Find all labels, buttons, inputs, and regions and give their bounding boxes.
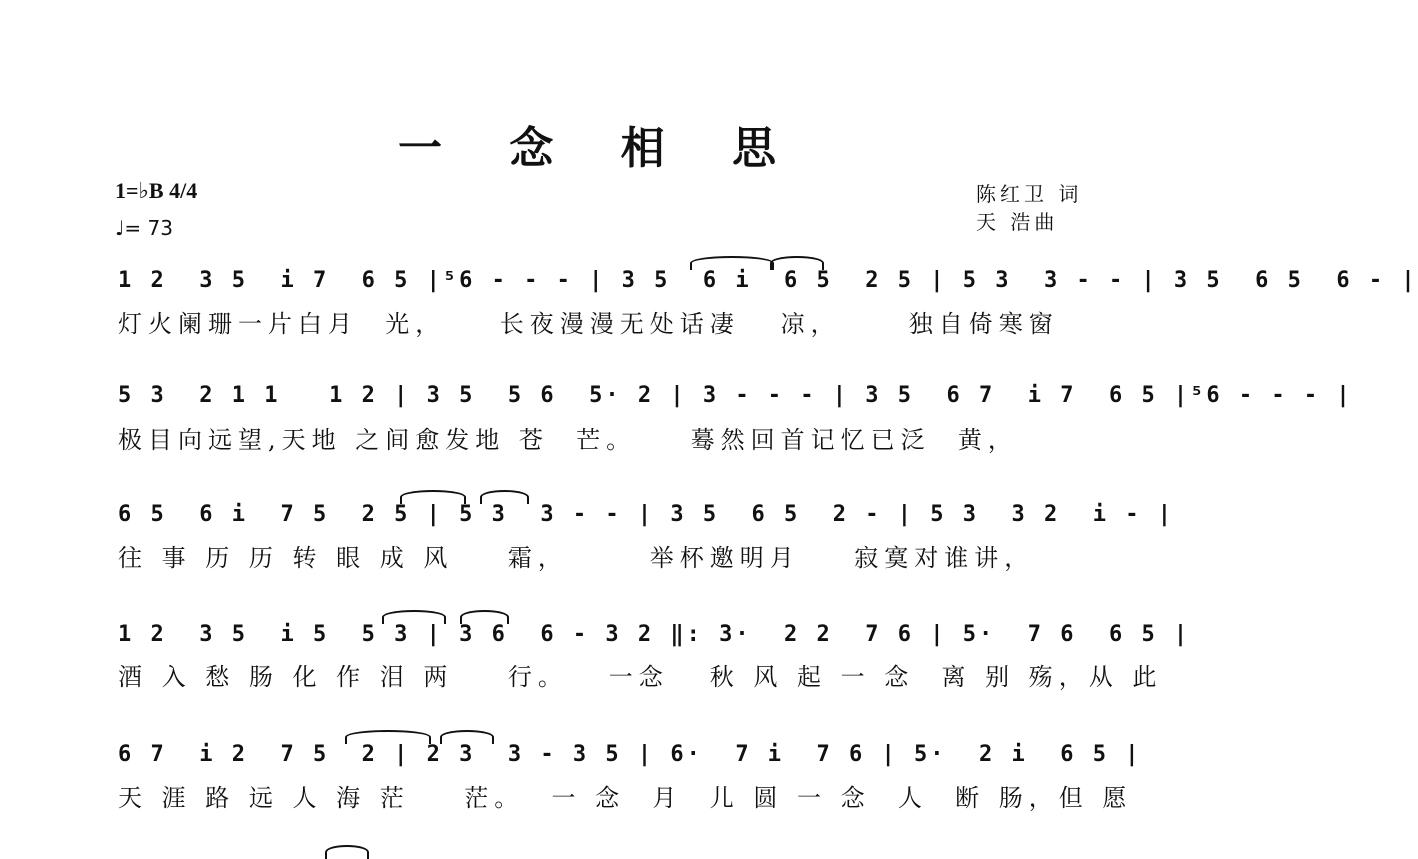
slur-mark <box>325 845 369 859</box>
notation-line-1: 1 2 3 5 i 7 6 5 |⁵6 - - - | 3 5 6 i 6 5 2 5 | 5 3 3 - - | 3 5 6 5 6 - | <box>118 268 1418 293</box>
lyric-line-3: 往 事 历 历 转 眼 成 风 霜， 举杯邀明月 寂寞对谁讲， <box>118 544 1035 572</box>
notation-line-4: 1 2 3 5 i 5 5 3 | 3 6 6 - 3 2 ‖: 3· 2 2 7 6 | 5· 7 6 6 5 | <box>118 622 1191 647</box>
lyric-line-1: 灯火阑珊一片白月 光， 长夜漫漫无处话凄 凉， 独自倚寒窗 <box>118 310 1059 338</box>
tie-mark <box>770 256 824 270</box>
slur-mark <box>400 490 466 504</box>
lyric-line-5: 天 涯 路 远 人 海 茫 茫。 一 念 月 儿 圆 一 念 人 断 肠，但 愿 <box>118 784 1133 812</box>
credits <box>976 180 1082 236</box>
lyricist-credit: 陈红卫 词 <box>976 182 1083 206</box>
slur-mark <box>345 730 431 744</box>
notation-line-5: 6 7 i 2 7 5 2 | 2 3 3 - 3 5 | 6· 7 i 7 6 | 5· 2 i 6 5 | <box>118 742 1142 767</box>
slur-mark <box>382 610 446 624</box>
notation-line-2: 5 3 2 1 1 1 2 | 3 5 5 6 5· 2 | 3 - - - | 3 5 6 7 i 7 6 5 |⁵6 - - - | <box>118 383 1353 408</box>
tie-mark <box>460 610 509 624</box>
tie-mark <box>480 490 529 504</box>
slur-mark <box>690 256 774 270</box>
lyric-line-4: 酒 入 愁 肠 化 作 泪 两 行。 一念 秋 风 起 一 念 离 别 殇，从 此 <box>118 663 1163 691</box>
tie-mark <box>440 730 494 744</box>
song-title: 一 念 相 思 <box>398 123 802 174</box>
notation-line-3: 6 5 6 i 7 5 2 5 | 5 3 3 - - | 3 5 6 5 2 - | 5 3 3 2 i - | <box>118 502 1174 527</box>
tempo-marking: ♩= 73 <box>115 216 173 240</box>
composer-credit: 天 浩曲 <box>976 210 1059 234</box>
lyric-line-2: 极目向远望,天地 之间愈发地 苍 芒。 蓦然回首记忆已泛 黄， <box>118 426 1018 454</box>
key-signature: 1=♭B 4/4 <box>115 178 198 203</box>
